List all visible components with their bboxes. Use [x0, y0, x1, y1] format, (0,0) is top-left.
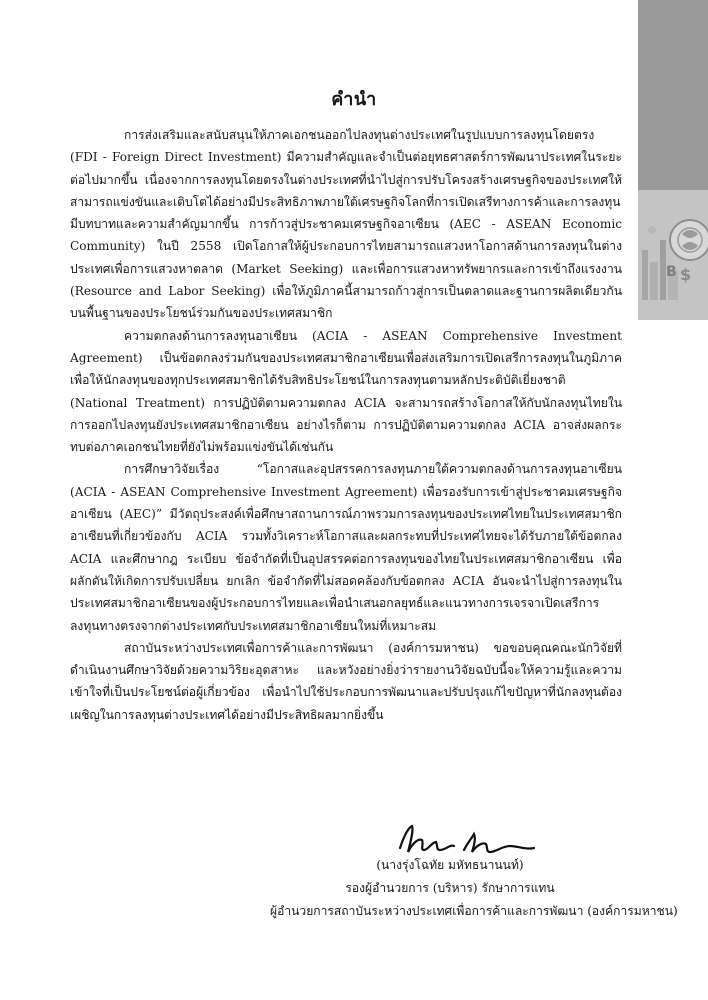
signatory-position: รองผู้อำนวยการ (บริหาร) รักษาการแทน: [345, 881, 555, 895]
signatory-name: (นางรุ่งโฉทัย มหัทธนานนท์): [376, 858, 524, 872]
paragraph: การศึกษาวิจัยเรื่อง “โอกาสและอุปสรรคการลงทุนภายใต้ความตกลงด้านการลงทุนอาเซียน (ACIA - ASEAN Comprehensive Investment Agreement) เพื่อรองรับการเข้าสู่ประชาคมเศรษฐกิจอาเซียน (AEC)” มีวัตถุประสงค์เพื่อศึกษาสถานการณ์ภาพรวมการลงทุนของประเทศไทยในประเทศสมาชิกอาเซียนที่เกี่ยวข้องกับ ACIA รวมทั้งวิเคราะห์โอกาสและผลกระทบที่ประเทศไทยจะได้รับภายใต้ข้อตกลง ACIA และศึกษากฎ ระเบียบ ข้อจำกัดที่เป็นอุปสรรคต่อการลงทุนของไทยในประเทศสมาชิกอาเซียน เพื่อผลักดันให้เกิดการปรับเปลี่ยน ยกเลิก ข้อจำกัดที่ไม่สอดคล้องกับข้อตกลง ACIA อันจะนำไปสู่การลงทุนในประเทศสมาชิกอาเซียนของผู้ประกอบการไทยและเพื่อนำเสนอกลยุทธ์และแนวทางการเจรจาเปิดเสรีการลงทุนทางตรงจากต่างประเทศกับประเทศสมาชิกอาเซียนใหม่ที่เหมาะสม: [70, 462, 622, 633]
page-title: คำนำ: [331, 89, 377, 110]
preface-body: [70, 124, 622, 726]
paragraph: ความตกลงด้านการลงทุนอาเซียน (ACIA - ASEAN Comprehensive Investment Agreement) เป็นข้อตกลงร่วมกันของประเทศสมาชิกอาเซียนเพื่อส่งเสริมการเปิดเสรีการลงทุนในภูมิภาค เพื่อให้นักลงทุนของทุกประเทศสมาชิกได้รับสิทธิประโยชน์ในการลงทุนตามหลักประติบัติเยี่ยงชาติ (National Treatment) การปฏิบัติตามความตกลง ACIA จะสามารถสร้างโอกาสให้กับนักลงทุนไทยในการออกไปลงทุนยังประเทศสมาชิกอาเซียน อย่างไรก็ตาม การปฏิบัติตามความตกลง ACIA อาจส่งผลกระทบต่อภาคเอกชนไทยที่ยังไม่พร้อมแข่งขันได้เช่นกัน: [70, 328, 622, 455]
signatory-organization: ผู้อำนวยการสถาบันระหว่างประเทศเพื่อการค้าและการพัฒนา (องค์การมหาชน): [270, 904, 678, 918]
paragraph: การส่งเสริมและสนับสนุนให้ภาคเอกชนออกไปลงทุนต่างประเทศในรูปแบบการลงทุนโดยตรง (FDI - Foreign Direct Investment) มีความสำคัญและจำเป็นต่อยุทธศาสตร์การพัฒนาประเทศในระยะต่อไปมากขึ้น เนื่องจากการลงทุนโดยตรงในต่างประเทศที่นำไปสู่การปรับโครงสร้างเศรษฐกิจของประเทศให้สามารถแข่งขันและเติบโตได้อย่างมีประสิทธิภาพภายใต้เศรษฐกิจโลกที่การเปิดเสรีทางการค้าและการลงทุนมีบทบาทและความสำคัญมากขึ้น การก้าวสู่ประชาคมเศรษฐกิจอาเซียน (AEC - ASEAN Economic Community) ในปี 2558 เปิดโอกาสให้ผู้ประกอบการไทยสามารถแสวงหาโอกาสด้านการลงทุนในต่างประเทศเพื่อการแสวงหาตลาด (Market Seeking) และเพื่อการแสวงหาทรัพยากรและการเข้าถึงแรงงาน (Resource and Labor Seeking) เพื่อให้ภูมิภาคนี้สามารถก้าวสู่การเป็นตลาดและฐานการผลิตเดียวกันบนพื้นฐานของประโยชน์ร่วมกันของประเทศสมาชิก: [70, 128, 622, 321]
paragraph: สถาบันระหว่างประเทศเพื่อการค้าและการพัฒนา (องค์การมหาชน) ขอขอบคุณคณะนักวิจัยที่ดำเนินงานศึกษาวิจัยด้วยความวิริยะอุตสาหะ และหวังอย่างยิ่งว่ารายงานวิจัยฉบับนี้จะให้ความรู้และความเข้าใจที่เป็นประโยชน์ต่อผู้เกี่ยวข้อง เพื่อนำไปใช้ประกอบการพัฒนาและปรับปรุงแก้ไขปัญหาที่นักลงทุนต้องเผชิญในการลงทุนต่างประเทศได้อย่างมีประสิทธิผลมากยิ่งขึ้น: [70, 640, 622, 722]
asean-emblem-icon: [638, 190, 708, 320]
svg-text:B: B: [666, 264, 677, 280]
signatory-block: [270, 854, 678, 923]
svg-text:$: $: [680, 265, 692, 284]
asean-logo-strip: [638, 190, 708, 320]
